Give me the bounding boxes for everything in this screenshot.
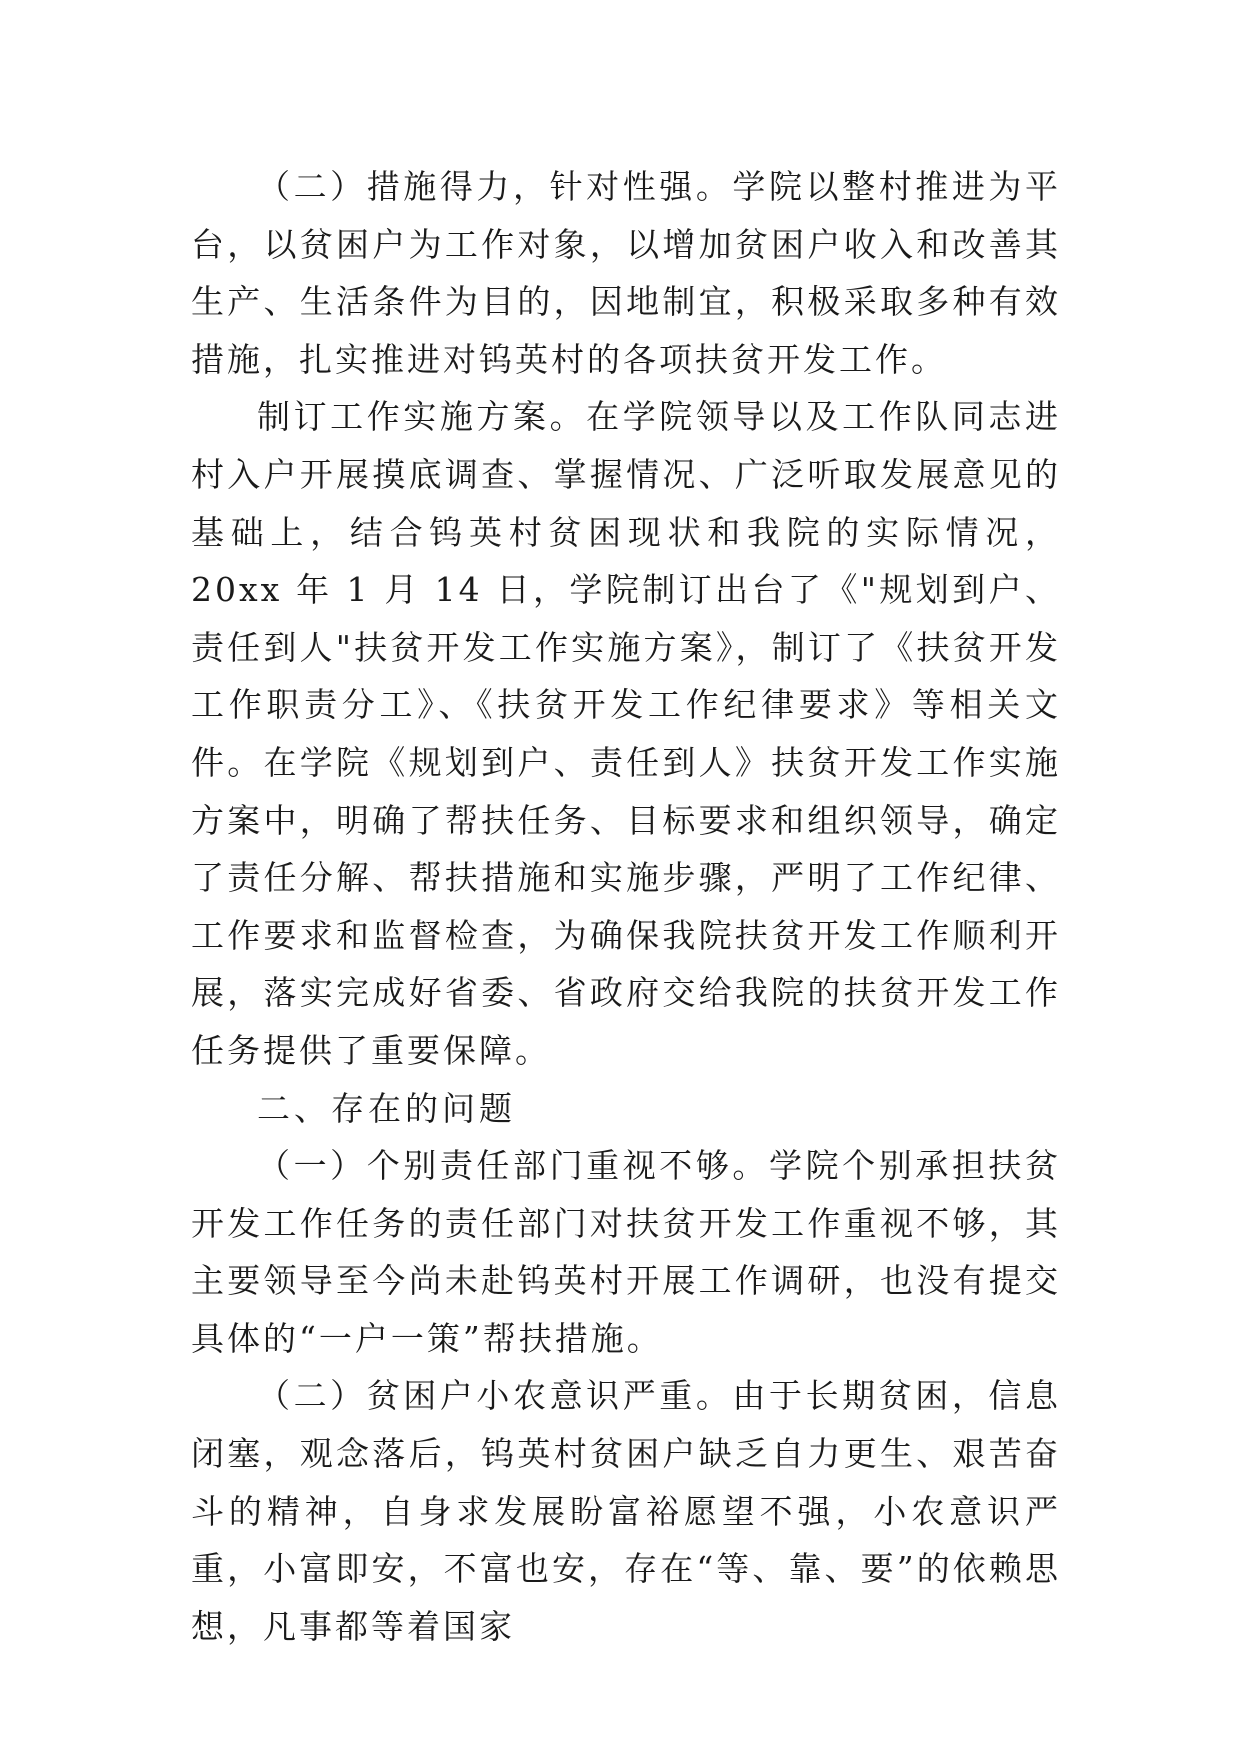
paragraph-implementation-plan: 制订工作实施方案。在学院领导以及工作队同志进村入户开展摸底调查、掌握情况、广泛听取发展意见的基础上，结合钨英村贫困现状和我院的实际情况，20xx 年 1 月 14 日，学院制订出台了《"规划到户、责任到人"扶贫开发工作实施方案》，制订了《扶贫开发工作职责分工》、《扶贫开发工作纪律要求》等相关文件。在学院《规划到户、责任到人》扶贫开发工作实施方案中，明确了帮扶任务、目标要求和组织领导，确定了责任分解、帮扶措施和实施步骤，严明了工作纪律、工作要求和监督检查，为确保我院扶贫开发工作顺利开展，落实完成好省委、省政府交给我院的扶贫开发工作任务提供了重要保障。	[191, 397, 1061, 1070]
document-body	[191, 158, 1061, 1655]
paragraph-problem-two: （二）贫困户小农意识严重。由于长期贫困，信息闭塞，观念落后，钨英村贫困户缺乏自力更生、艰苦奋斗的精神，自身求发展盼富裕愿望不强，小农意识严重，小富即安，不富也安，存在“等、靠、要”的依赖思想，凡事都等着国家	[191, 1376, 1061, 1646]
section-heading-problems: 二、存在的问题	[257, 1088, 516, 1128]
paragraph-problem-one: （一）个别责任部门重视不够。学院个别承担扶贫开发工作任务的责任部门对扶贫开发工作重视不够，其主要领导至今尚未赴钨英村开展工作调研，也没有提交具体的“一户一策”帮扶措施。	[191, 1146, 1061, 1358]
paragraph-measures: （二）措施得力，针对性强。学院以整村推进为平台，以贫困户为工作对象，以增加贫困户收入和改善其生产、生活条件为目的，因地制宜，积极采取多种有效措施，扎实推进对钨英村的各项扶贫开发工作。	[191, 167, 1061, 379]
